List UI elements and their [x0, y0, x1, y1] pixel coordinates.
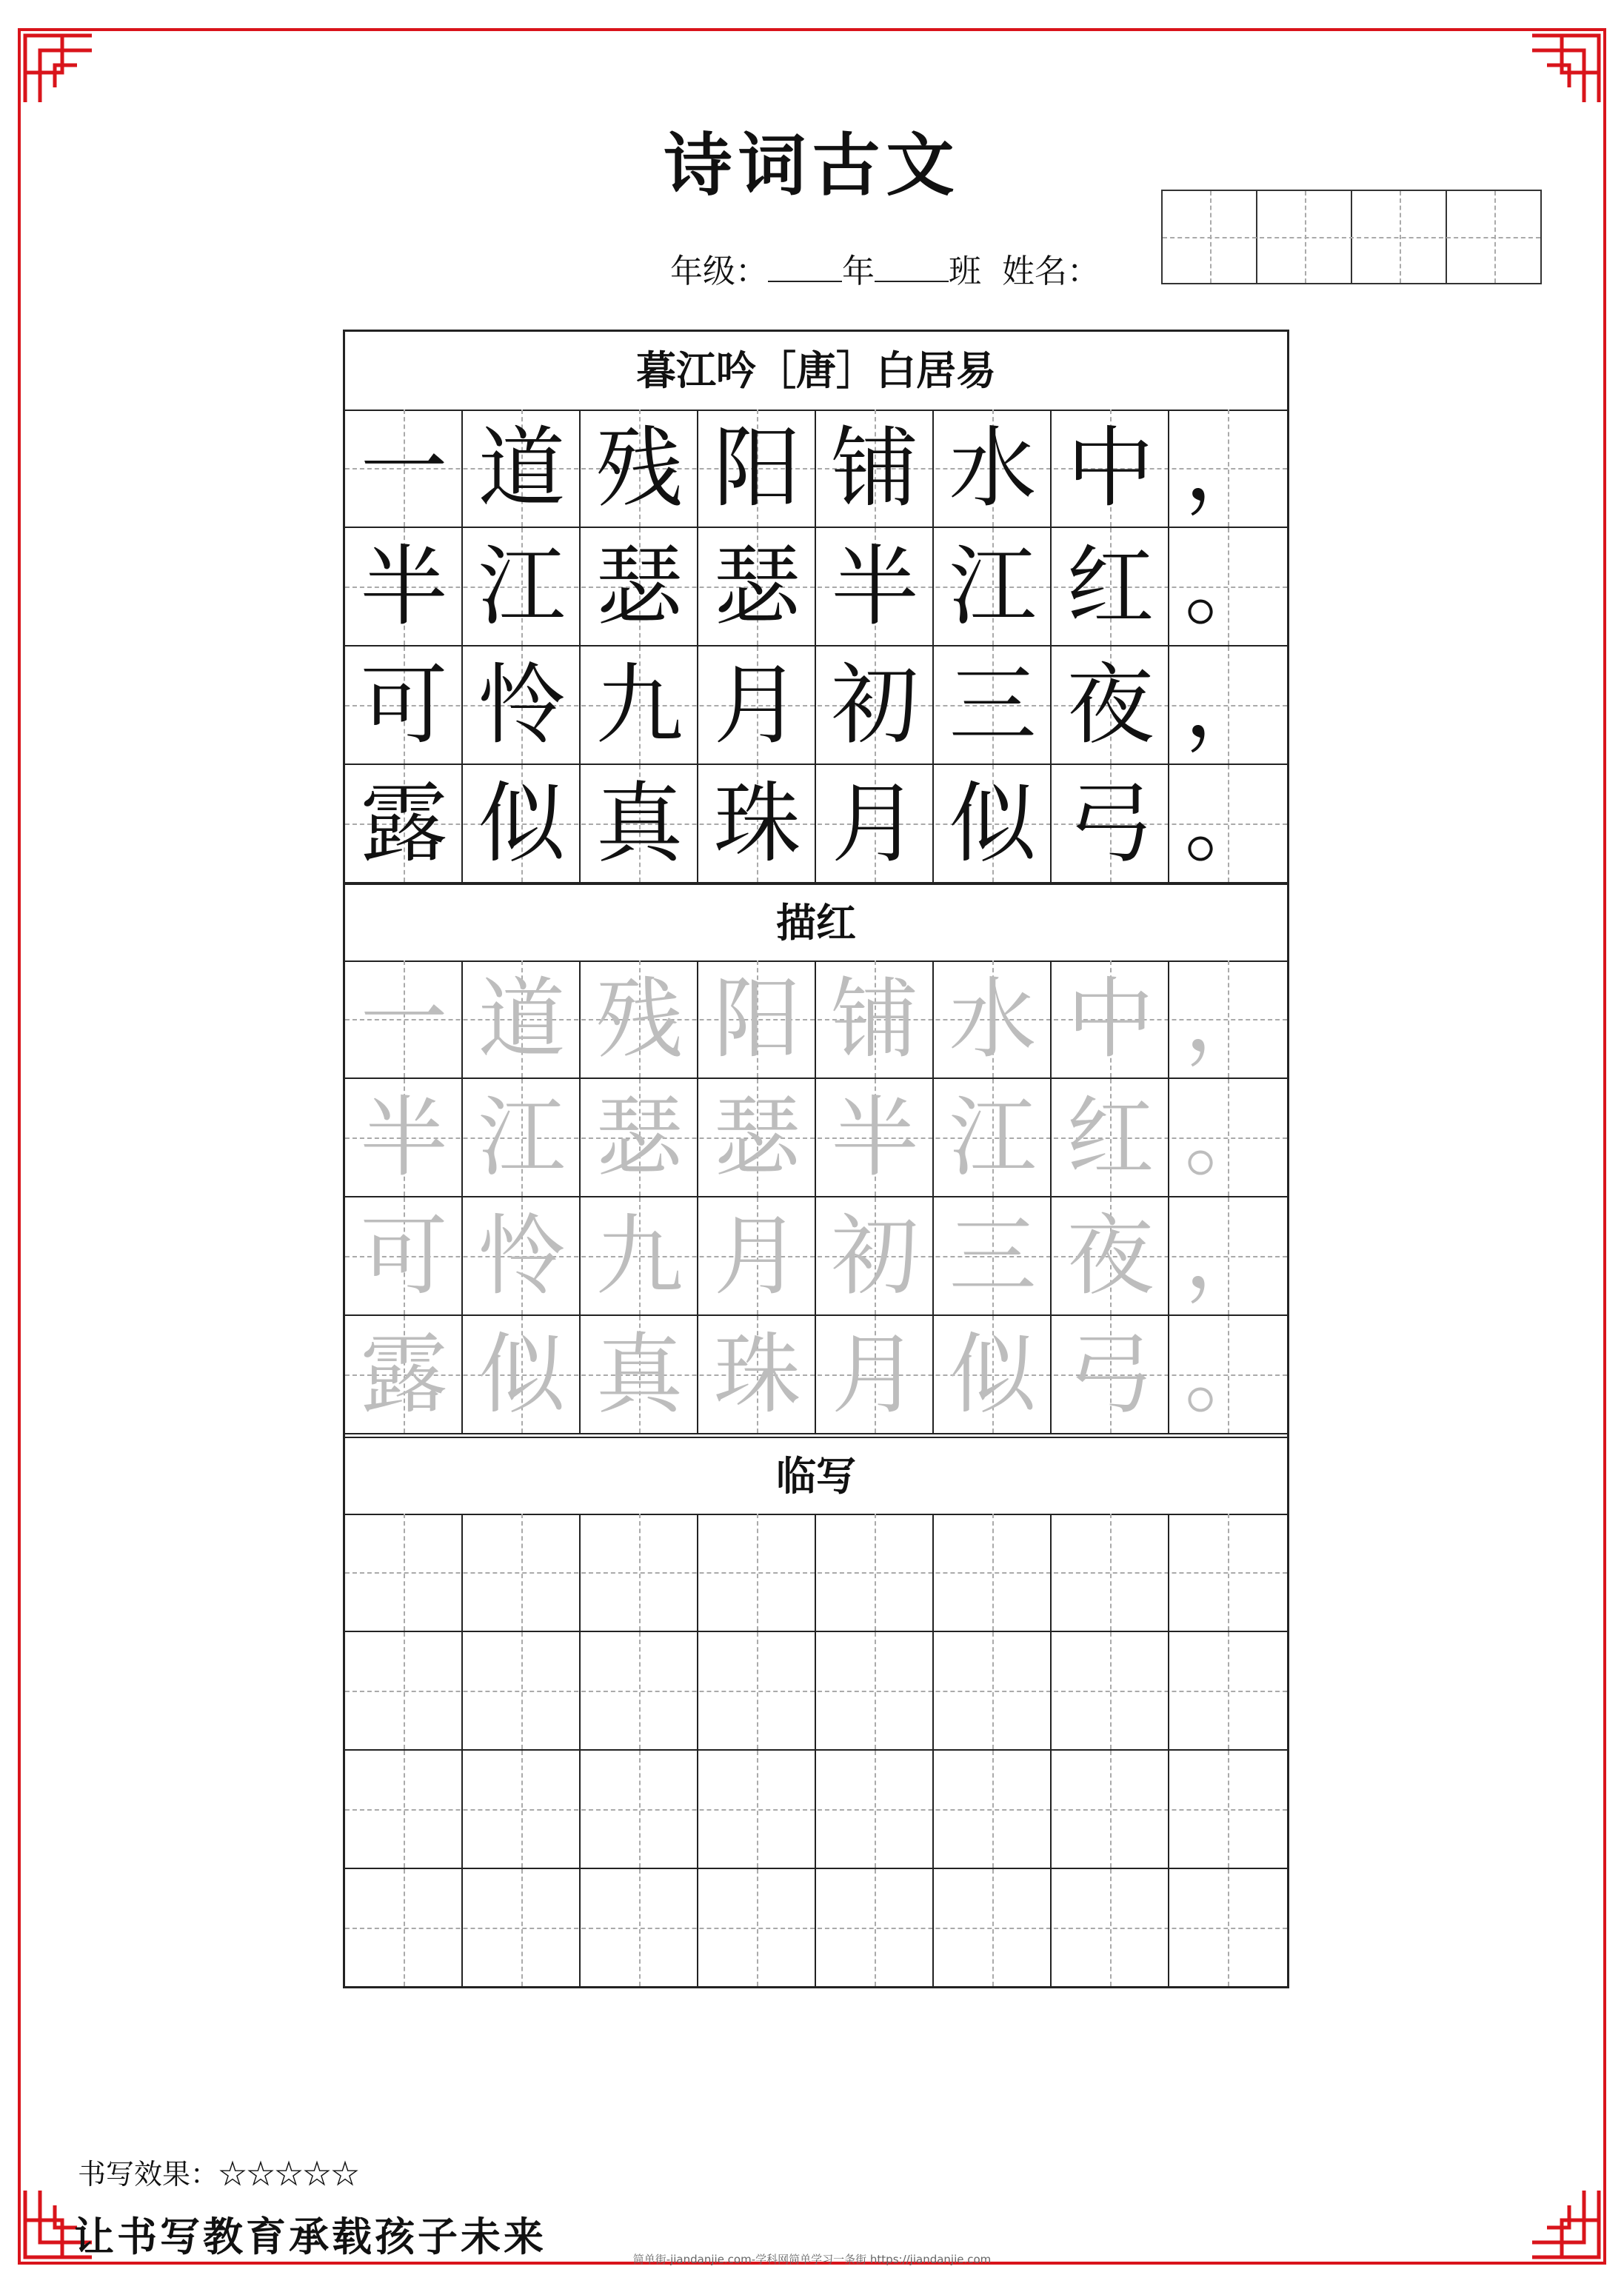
grid-cell[interactable] [1052, 1751, 1169, 1868]
corner-ornament-top-right [1525, 28, 1606, 110]
poem-character: 夜 [1066, 654, 1154, 756]
grid-guide-line [1110, 1869, 1112, 1986]
grid-row [345, 1316, 1287, 1434]
grid-cell[interactable] [934, 1632, 1052, 1749]
grid-cell [1052, 410, 1169, 527]
grid-cell [816, 1079, 934, 1196]
grid-cell[interactable] [698, 1869, 816, 1986]
poem-character: 江 [949, 1086, 1037, 1189]
grid-cell[interactable] [345, 1514, 463, 1631]
poem-character: 水 [949, 968, 1037, 1070]
grid-cell [463, 528, 581, 645]
grid-cell [1169, 528, 1287, 645]
grid-cell [698, 528, 816, 645]
grid-cell [581, 1316, 698, 1433]
poem-character: 似 [949, 772, 1037, 875]
poem-character: 一 [360, 417, 448, 519]
grid-cell [345, 765, 463, 882]
grade-label: 年级： [670, 253, 768, 290]
grid-guide-line [757, 1514, 758, 1631]
grid-cell [1052, 1316, 1169, 1433]
grid-row [345, 1079, 1287, 1197]
poem-character: 半 [360, 535, 448, 638]
grid-cell [463, 765, 581, 882]
grid-cell [1052, 646, 1169, 764]
poem-character: 露 [360, 1323, 448, 1426]
grid-guide-line [875, 1632, 876, 1749]
grid-row [345, 960, 1287, 1079]
grid-cell [463, 646, 581, 764]
poem-character: ， [1184, 1205, 1272, 1307]
poem-character: 露 [360, 772, 448, 875]
poem-character: 道 [478, 417, 566, 519]
grid-cell [816, 646, 934, 764]
grid-cell [1169, 410, 1287, 527]
grid-cell[interactable] [1052, 1514, 1169, 1631]
grid-cell[interactable] [816, 1751, 934, 1868]
poem-character: 三 [949, 654, 1037, 756]
poem-character: 月 [831, 772, 919, 875]
name-guide-line [1163, 237, 1540, 238]
poem-character: ， [1184, 417, 1272, 519]
grid-cell [345, 960, 463, 1077]
grid-cell [1169, 1197, 1287, 1314]
poem-character: 残 [595, 968, 684, 1070]
corner-ornament-top-left [18, 28, 99, 110]
poem-header: 暮江吟［唐］白居易 [345, 332, 1287, 411]
grid-cell[interactable] [698, 1751, 816, 1868]
watermark: 简单街-jiandanjie.com-学科网简单学习一条街 https://jiandanjie.com [632, 2253, 992, 2266]
grid-cell [1169, 765, 1287, 882]
grid-cell[interactable] [816, 1869, 934, 1986]
grid-guide-line [757, 1751, 758, 1868]
grid-cell [934, 410, 1052, 527]
grid-cell [1052, 960, 1169, 1077]
grid-cell [934, 960, 1052, 1077]
grid-cell [581, 1079, 698, 1196]
grid-guide-line [1110, 1632, 1112, 1749]
grid-cell [698, 765, 816, 882]
grid-cell[interactable] [345, 1751, 463, 1868]
poem-character: 道 [478, 968, 566, 1070]
grid-guide-line [1228, 1751, 1229, 1868]
poem-character: 月 [713, 1205, 801, 1307]
grid-cell [698, 1079, 816, 1196]
grid-cell [698, 960, 816, 1077]
poem-character: 可 [360, 1205, 448, 1307]
poem-character: 水 [949, 417, 1037, 519]
poem-character: 似 [949, 1323, 1037, 1426]
grid-cell [698, 1197, 816, 1314]
poem-character: 半 [831, 1086, 919, 1189]
poem-character: 怜 [478, 654, 566, 756]
poem-character: 一 [360, 968, 448, 1070]
poem-character: 江 [478, 1086, 566, 1189]
poem-character: 月 [831, 1323, 919, 1426]
grid-cell [463, 1079, 581, 1196]
grid-cell[interactable] [463, 1514, 581, 1631]
grid-cell[interactable] [934, 1514, 1052, 1631]
poem-character: 红 [1066, 535, 1154, 638]
poem-character: 三 [949, 1205, 1037, 1307]
poem-character: 。 [1184, 1086, 1272, 1189]
grid-cell[interactable] [581, 1751, 698, 1868]
poem-character: 江 [949, 535, 1037, 638]
grid-guide-line [404, 1632, 405, 1749]
name-guide-line [1400, 191, 1401, 283]
grid-cell [816, 1316, 934, 1433]
grid-cell[interactable] [1169, 1751, 1287, 1868]
grid-cell [581, 1197, 698, 1314]
grid-cell [1169, 1316, 1287, 1433]
practice-table [343, 330, 1289, 1988]
name-guide-line [1494, 191, 1496, 283]
grid-cell[interactable] [1169, 1632, 1287, 1749]
grid-cell[interactable] [934, 1869, 1052, 1986]
grid-guide-line [639, 1751, 641, 1868]
poem-character: 铺 [831, 417, 919, 519]
poem-character: 珠 [713, 1323, 801, 1426]
grid-row [345, 765, 1287, 883]
year-blank[interactable] [768, 281, 842, 282]
grid-cell [698, 410, 816, 527]
grid-cell [581, 646, 698, 764]
poem-character: 阳 [713, 968, 801, 1070]
poem-character: 。 [1184, 772, 1272, 875]
grid-guide-line [992, 1514, 994, 1631]
class-suffix: 班 [949, 253, 981, 290]
grid-cell [934, 646, 1052, 764]
grid-cell [463, 1316, 581, 1433]
grid-cell [816, 765, 934, 882]
grid-guide-line [875, 1751, 876, 1868]
poem-character: 弓 [1066, 772, 1154, 875]
page-title: 诗词古文 [664, 125, 960, 205]
grid-cell [1169, 1079, 1287, 1196]
grid-guide-line [1228, 1514, 1229, 1631]
poem-character: 怜 [478, 1205, 566, 1307]
poem-character: 似 [478, 772, 566, 875]
grid-cell [1052, 765, 1169, 882]
grid-guide-line [757, 1632, 758, 1749]
grid-cell [463, 1197, 581, 1314]
grid-row [345, 1751, 1287, 1869]
class-blank[interactable] [875, 281, 949, 282]
grid-cell [934, 1197, 1052, 1314]
grid-cell[interactable] [816, 1632, 934, 1749]
poem-character: 江 [478, 535, 566, 638]
student-info [670, 244, 1100, 292]
grid-cell[interactable] [463, 1632, 581, 1749]
grid-cell [1169, 960, 1287, 1077]
poem-character: 半 [360, 1086, 448, 1189]
grid-cell [345, 410, 463, 527]
grid-guide-line [521, 1632, 523, 1749]
grid-cell [816, 960, 934, 1077]
poem-character: 瑟 [713, 1086, 801, 1189]
grid-cell [345, 1197, 463, 1314]
grid-cell [463, 410, 581, 527]
poem-character: 初 [831, 654, 919, 756]
grid-cell[interactable] [1169, 1514, 1287, 1631]
grid-guide-line [639, 1514, 641, 1631]
poem-character: 瑟 [595, 1086, 684, 1189]
poem-character: 真 [595, 772, 684, 875]
grid-row [345, 1632, 1287, 1751]
grid-guide-line [404, 1514, 405, 1631]
grid-guide-line [404, 1869, 405, 1986]
grid-guide-line [992, 1751, 994, 1868]
poem-character: 真 [595, 1323, 684, 1426]
trace-header: 描红 [345, 883, 1287, 962]
grid-guide-line [1110, 1514, 1112, 1631]
grid-guide-line [875, 1514, 876, 1631]
grid-row [345, 528, 1287, 646]
grid-cell [934, 528, 1052, 645]
grid-cell [934, 1079, 1052, 1196]
poem-character: 可 [360, 654, 448, 756]
poem-character: 红 [1066, 1086, 1154, 1189]
grid-guide-line [639, 1632, 641, 1749]
name-label: 姓名： [1001, 253, 1100, 290]
grid-guide-line [1228, 1632, 1229, 1749]
grid-cell [345, 646, 463, 764]
grid-row [345, 1869, 1287, 1988]
grid-cell [581, 960, 698, 1077]
grid-row [345, 410, 1287, 528]
grid-cell [816, 410, 934, 527]
grid-cell[interactable] [345, 1632, 463, 1749]
grid-guide-line [521, 1751, 523, 1868]
poem-character: 弓 [1066, 1323, 1154, 1426]
poem-character: 九 [595, 654, 684, 756]
grid-guide-line [875, 1869, 876, 1986]
grid-cell [581, 765, 698, 882]
grid-cell[interactable] [1052, 1632, 1169, 1749]
poem-character: 初 [831, 1205, 919, 1307]
grid-cell [698, 1316, 816, 1433]
grid-guide-line [1228, 1869, 1229, 1986]
poem-character: 瑟 [595, 535, 684, 638]
grid-cell[interactable] [1169, 1869, 1287, 1986]
grid-cell[interactable] [581, 1632, 698, 1749]
grid-cell[interactable] [581, 1869, 698, 1986]
grid-row [345, 1514, 1287, 1632]
grid-cell[interactable] [934, 1751, 1052, 1868]
grid-cell [934, 1316, 1052, 1433]
grid-cell[interactable] [816, 1514, 934, 1631]
grid-cell [1052, 528, 1169, 645]
poem-character: 似 [478, 1323, 566, 1426]
poem-character: 。 [1184, 535, 1272, 638]
grid-cell [345, 528, 463, 645]
grid-cell[interactable] [463, 1869, 581, 1986]
grid-cell [816, 528, 934, 645]
grid-guide-line [1110, 1751, 1112, 1868]
rating-label: 书写效果：☆☆☆☆☆ [78, 2158, 360, 2191]
grid-cell [934, 765, 1052, 882]
grid-guide-line [757, 1869, 758, 1986]
grid-guide-line [992, 1869, 994, 1986]
grid-cell[interactable] [698, 1514, 816, 1631]
grid-cell [345, 1316, 463, 1433]
grid-guide-line [404, 1751, 405, 1868]
grid-row [345, 646, 1287, 765]
grid-cell [698, 646, 816, 764]
poem-character: 瑟 [713, 535, 801, 638]
grid-cell [581, 528, 698, 645]
grid-cell [345, 1079, 463, 1196]
poem-character: ， [1184, 654, 1272, 756]
grid-cell [1052, 1197, 1169, 1314]
grid-cell [1052, 1079, 1169, 1196]
poem-character: 半 [831, 535, 919, 638]
poem-character: ， [1184, 968, 1272, 1070]
grid-cell[interactable] [581, 1514, 698, 1631]
poem-character: 中 [1066, 417, 1154, 519]
poem-character: 中 [1066, 968, 1154, 1070]
copy-header: 临写 [345, 1437, 1287, 1515]
grid-cell [816, 1197, 934, 1314]
grid-row [345, 1197, 1287, 1316]
poem-character: 铺 [831, 968, 919, 1070]
grid-guide-line [521, 1869, 523, 1986]
poem-character: 九 [595, 1205, 684, 1307]
slogan: 让书写教育承载孩子未来 [74, 2213, 547, 2260]
grid-cell[interactable] [463, 1751, 581, 1868]
poem-character: 珠 [713, 772, 801, 875]
grid-cell [1169, 646, 1287, 764]
year-suffix: 年 [842, 253, 875, 290]
poem-character: 残 [595, 417, 684, 519]
poem-character: 阳 [713, 417, 801, 519]
poem-character: 。 [1184, 1323, 1272, 1426]
name-guide-line [1210, 191, 1212, 283]
grid-cell [463, 960, 581, 1077]
name-guide-line [1305, 191, 1306, 283]
grid-guide-line [639, 1869, 641, 1986]
grid-cell[interactable] [1052, 1869, 1169, 1986]
grid-guide-line [992, 1632, 994, 1749]
poem-character: 月 [713, 654, 801, 756]
poem-character: 夜 [1066, 1205, 1154, 1307]
grid-cell [581, 410, 698, 527]
grid-guide-line [521, 1514, 523, 1631]
grid-cell[interactable] [345, 1869, 463, 1986]
grid-cell[interactable] [698, 1632, 816, 1749]
name-writing-box[interactable] [1161, 190, 1542, 284]
